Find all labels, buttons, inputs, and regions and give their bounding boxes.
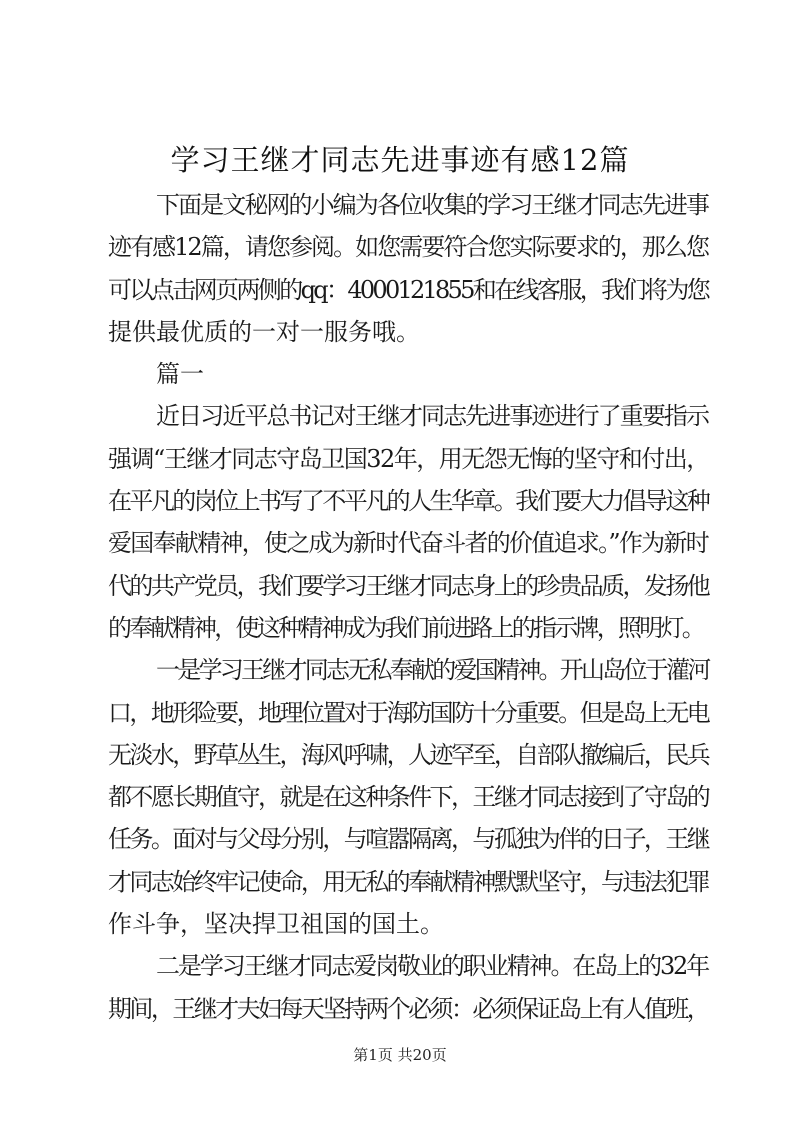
paragraph-line: 都不愿长期值守，就是在这种条件下，王继才同志接到了守岛的 (108, 783, 708, 812)
paragraph-line: 提供最优质的一对一服务哦。 (108, 317, 420, 346)
paragraph-line: 作斗争，坚决捍卫祖国的国土。 (108, 910, 444, 939)
paragraph-line: 下面是文秘网的小编为各位收集的学习王继才同志先进事 (156, 191, 708, 219)
paragraph-line: 期间，王继才夫妇每天坚持两个必须：必须保证岛上有人值班， (108, 994, 708, 1023)
document-title: 学习王继才同志先进事迹有感12篇 (170, 143, 630, 177)
page-number-footer: 第1页 共20页 (353, 1046, 447, 1064)
document-body (108, 184, 708, 1030)
paragraph-line: 代的共产党员，我们要学习王继才同志身上的珍贵品质，发扬他 (108, 571, 708, 600)
section-heading: 篇一 (156, 360, 204, 389)
paragraph-line: 迹有感12篇，请您参阅。如您需要符合您实际要求的，那么您 (108, 233, 708, 262)
paragraph-line: 爱国奉献精神，使之成为新时代奋斗者的价值追求。”作为新时 (108, 529, 708, 558)
paragraph-line: 才同志始终牢记使命，用无私的奉献精神默默坚守，与违法犯罪 (108, 867, 708, 896)
paragraph-line: 二是学习王继才同志爱岗敬业的职业精神。在岛上的32年 (156, 952, 708, 981)
paragraph-line: 近日习近平总书记对王继才同志先进事迹进行了重要指示 (156, 402, 708, 431)
paragraph-line: 一是学习王继才同志无私奉献的爱国精神。开山岛位于灌河 (156, 656, 709, 685)
paragraph-line: 口，地形险要，地理位置对于海防国防十分重要。但是岛上无电 (108, 698, 708, 727)
paragraph-line: 在平凡的岗位上书写了不平凡的人生华章。我们要大力倡导这种 (108, 487, 708, 516)
paragraph-line: 的奉献精神，使这种精神成为我们前进路上的指示牌，照明灯。 (108, 613, 703, 642)
paragraph-line: 无淡水，野草丛生，海风呼啸，人迹罕至，自部队撤编后，民兵 (108, 740, 708, 769)
paragraph-line: 强调“王继才同志守岛卫国32年，用无怨无悔的坚守和付出， (108, 444, 709, 473)
paragraph-line: 任务。面对与父母分别，与喧嚣隔离，与孤独为伴的日子，王继 (108, 825, 708, 854)
paragraph-line: 可以点击网页两侧的qq：4000121855和在线客服，我们将为您 (108, 275, 708, 304)
